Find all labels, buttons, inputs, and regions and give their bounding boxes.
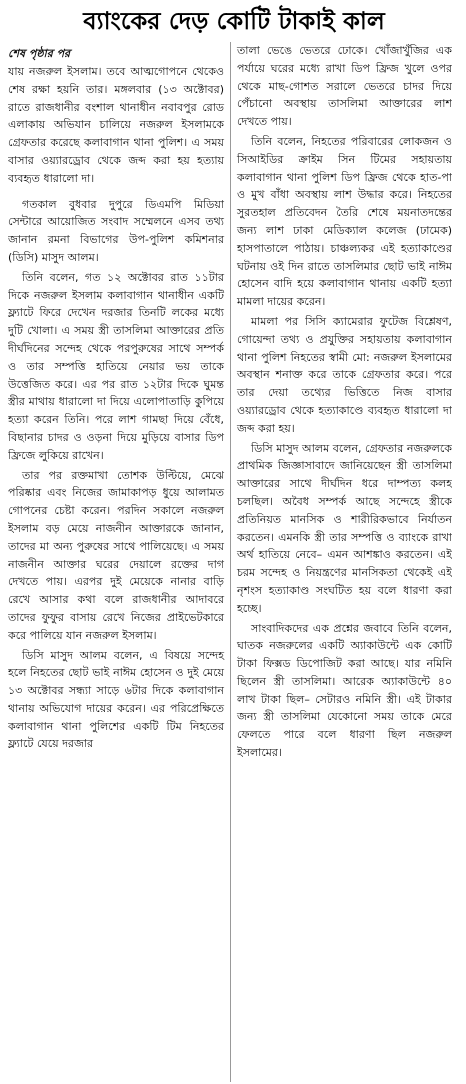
- left-paragraph-5: ডিসি মাসুদ আলম বলেন, এ বিষয়ে সন্দেহ হলে নিহতের ছোট ভাই নাঈম হোসেন ও দুই মেয়ে ১৩ অক্টোবর সন্ধ্যা সাড়ে ৬টার দিকে কলাবাগান থানায় অভিযোগ দায়ের করেন। এর পরিপ্রেক্ষিতে কলাবাগান থানা পুলিশের একটি টিম নিহতের ফ্ল্যাটে যেয়ে দরজার: [8, 648, 224, 751]
- continued-from-label: শেষ পৃষ্ঠার পর: [8, 47, 71, 60]
- right-paragraph-4: ডিসি মাসুদ আলম বলেন, গ্রেফতার নজরুলকে প্রাথমিক জিজ্ঞাসাবাদে জানিয়েছেন স্ত্রী তাসলিমা আক্তারের সাথে দীর্ঘদিন ধরে দাম্পত্য কলহ চলছিল। অবৈধ সম্পর্ক আছে সন্দেহে স্ত্রীকে প্রতিনিয়ত মানসিক ও শারীরিকভাবে নির্যাতন করতেন। এমনকি স্ত্রী তার সম্পত্তি ও ব্যাংকে রাখা অর্থ হাতিয়ে নেবে– এমন আশঙ্কাও করতেন। এই চরম সন্দেহ ও নিয়ন্ত্রণের মানসিকতা থেকেই এই নৃশংস হত্যাকাণ্ড সংঘটিত হয় বলে ধারণা করা হচ্ছে।: [237, 441, 452, 615]
- left-paragraph-2: গতকাল বুধবার দুপুরে ডিএমপি মিডিয়া সেন্টারে আয়োজিত সংবাদ সম্মেলনে এসব তথ্য জানান রমনা বিভাগের উপ-পুলিশ কমিশনার (ডিসি) মাসুদ আলম।: [8, 197, 224, 264]
- right-paragraph-3: মামলা পর সিসি ক্যামেরার ফুটেজ বিশ্লেষণ, গোয়েন্দা তথ্য ও প্রযুক্তির সহায়তায় কলাবাগান থানা পুলিশ নিহতের স্বামী মো: নজরুল ইসলামের অবস্থান শনাক্ত করে তাকে গ্রেফতার করে। পরে তার দেয়া তথ্যের ভিত্তিতে নিজ বাসার ওয়্যারড্রোব থেকে হত্যাকাণ্ডে ব্যবহৃত ধারালো দা জব্দ করা হয়।: [237, 314, 452, 435]
- article-body: [8, 42, 460, 1082]
- left-paragraph-3: তিনি বলেন, গত ১২ অক্টোবর রাত ১১টার দিকে নজরুল ইসলাম কলাবাগান থানাধীন একটি ফ্ল্যাটে ফিরে দেখেন দরজার তিনটি লকের মধ্যে দুটি খোলা। এ সময় স্ত্রী তাসলিমা আক্তারের প্রতি দীর্ঘদিনের সন্দেহ থেকে পরপুরুষের সাথে সম্পর্ক ও তার সম্পত্তি হাতিয়ে নেয়ার ভয় তাকে উত্তেজিত করে। এর পর রাত ১২টার দিকে ঘুমন্ত স্ত্রীর মাথায় ধারালো দা দিয়ে এলোপাতাড়ি কুপিয়ে হত্যা করেন তিনি। পরে লাশ গামছা দিয়ে বেঁধে, বিছানার চাদর ও ওড়না দিয়ে মুড়িয়ে বাসার ডিপ ফ্রিজে লুকিয়ে রাখেন।: [8, 270, 224, 462]
- left-paragraph-4: তার পর রক্তমাখা তোশক উল্টিয়ে, মেঝে পরিষ্কার এবং নিজের জামাকাপড় ধুয়ে আলামত গোপনের চেষ্টা করেন। পরদিন সকালে নজরুল ইসলাম বড় মেয়ে নাজনীন আক্তারকে জানান, তাদের মা অন্য পুরুষের সাথে পালিয়েছে। এ সময় নাজনীন আক্তার ঘরের দেয়ালে রক্তের দাগ দেখতে পায়। এরপর দুই মেয়েকে নানার বাড়ি রেখে আসার কথা বলে রাজধানীর আদাবরে তাদের ফুফুর বাসায় রেখে নিজের প্রাইভেটকারে করে পালিয়ে যান নজরুল ইসলাম।: [8, 468, 224, 642]
- right-column: [230, 42, 452, 1082]
- right-paragraph-2: তিনি বলেন, নিহতের পরিবারের লোকজন ও সিআইডির ক্রাইম সিন টিমের সহায়তায় কলাবাগান থানা পুলিশ ডিপ ফ্রিজ থেকে হাত-পা ও মুখ বাঁধা অবস্থায় লাশ উদ্ধার করে। নিহতের সুরতহাল প্রতিবেদন তৈরি শেষে ময়নাতদন্তের জন্য লাশ ঢাকা মেডিক্যাল কলেজ (ঢামেক) হাসপাতালে পাঠায়। চাঞ্চল্যকর এই হত্যাকাণ্ডের ঘটনায় ওই দিন রাতে তাসলিমার ছোট ভাই নাঈম হোসেন বাদি হয়ে কলাবাগান থানায় একটি হত্যা মামলা দায়ের করেন।: [237, 134, 452, 309]
- right-paragraph-1: তালা ভেঙে ভেতরে ঢোকে। খোঁজাখুঁজির এক পর্যায়ে ঘরের মধ্যে রাখা ডিপ ফ্রিজ খুলে ওপর থেকে মাছ-গোশত সরালে ভেতরে চাদর দিয়ে পেঁচানো অবস্থায় তাসলিমা আক্তারের লাশ দেখতে পায়।: [237, 44, 452, 129]
- right-paragraph-5: সাংবাদিকদের এক প্রশ্নের জবাবে তিনি বলেন, ঘাতক নজরুলের একটি অ্যাকাউন্টে এক কোটি টাকা ফিক্সড ডিপোজিট করা আছে। যার নমিনি ছিলেন স্ত্রী তাসলিমা। আরেক অ্যাকাউন্টে ৪০ লাখ টাকা ছিল– সেটারও নমিনি স্ত্রী। এই টাকার জন্য স্ত্রী তাসলিমা যেকোনো সময় তাকে মেরে ফেলতে পারে বলে ধারণা ছিল নজরুল ইসলামের।: [237, 621, 452, 760]
- article-headline: ব্যাংকের দেড় কোটি টাকাই কাল: [83, 7, 385, 35]
- left-paragraph-1: যায় নজরুল ইসলাম। তবে আত্মগোপনে থেকেও শেষ রক্ষা হয়নি তার। মঙ্গলবার (১৩ অক্টোবর) রাতে রাজধানীর বংশাল থানাধীন নবাবপুর রোড এলাকায় অভিযান চালিয়ে নজরুল ইসলামকে গ্রেফতার করেছে কলাবাগান থানা পুলিশ। এ সময় বাসার ওয়্যারড্রোব থেকে জব্দ করা হয় হত্যায় ব্যবহৃত ধারালো দা।: [8, 65, 224, 185]
- left-column: [8, 42, 230, 1082]
